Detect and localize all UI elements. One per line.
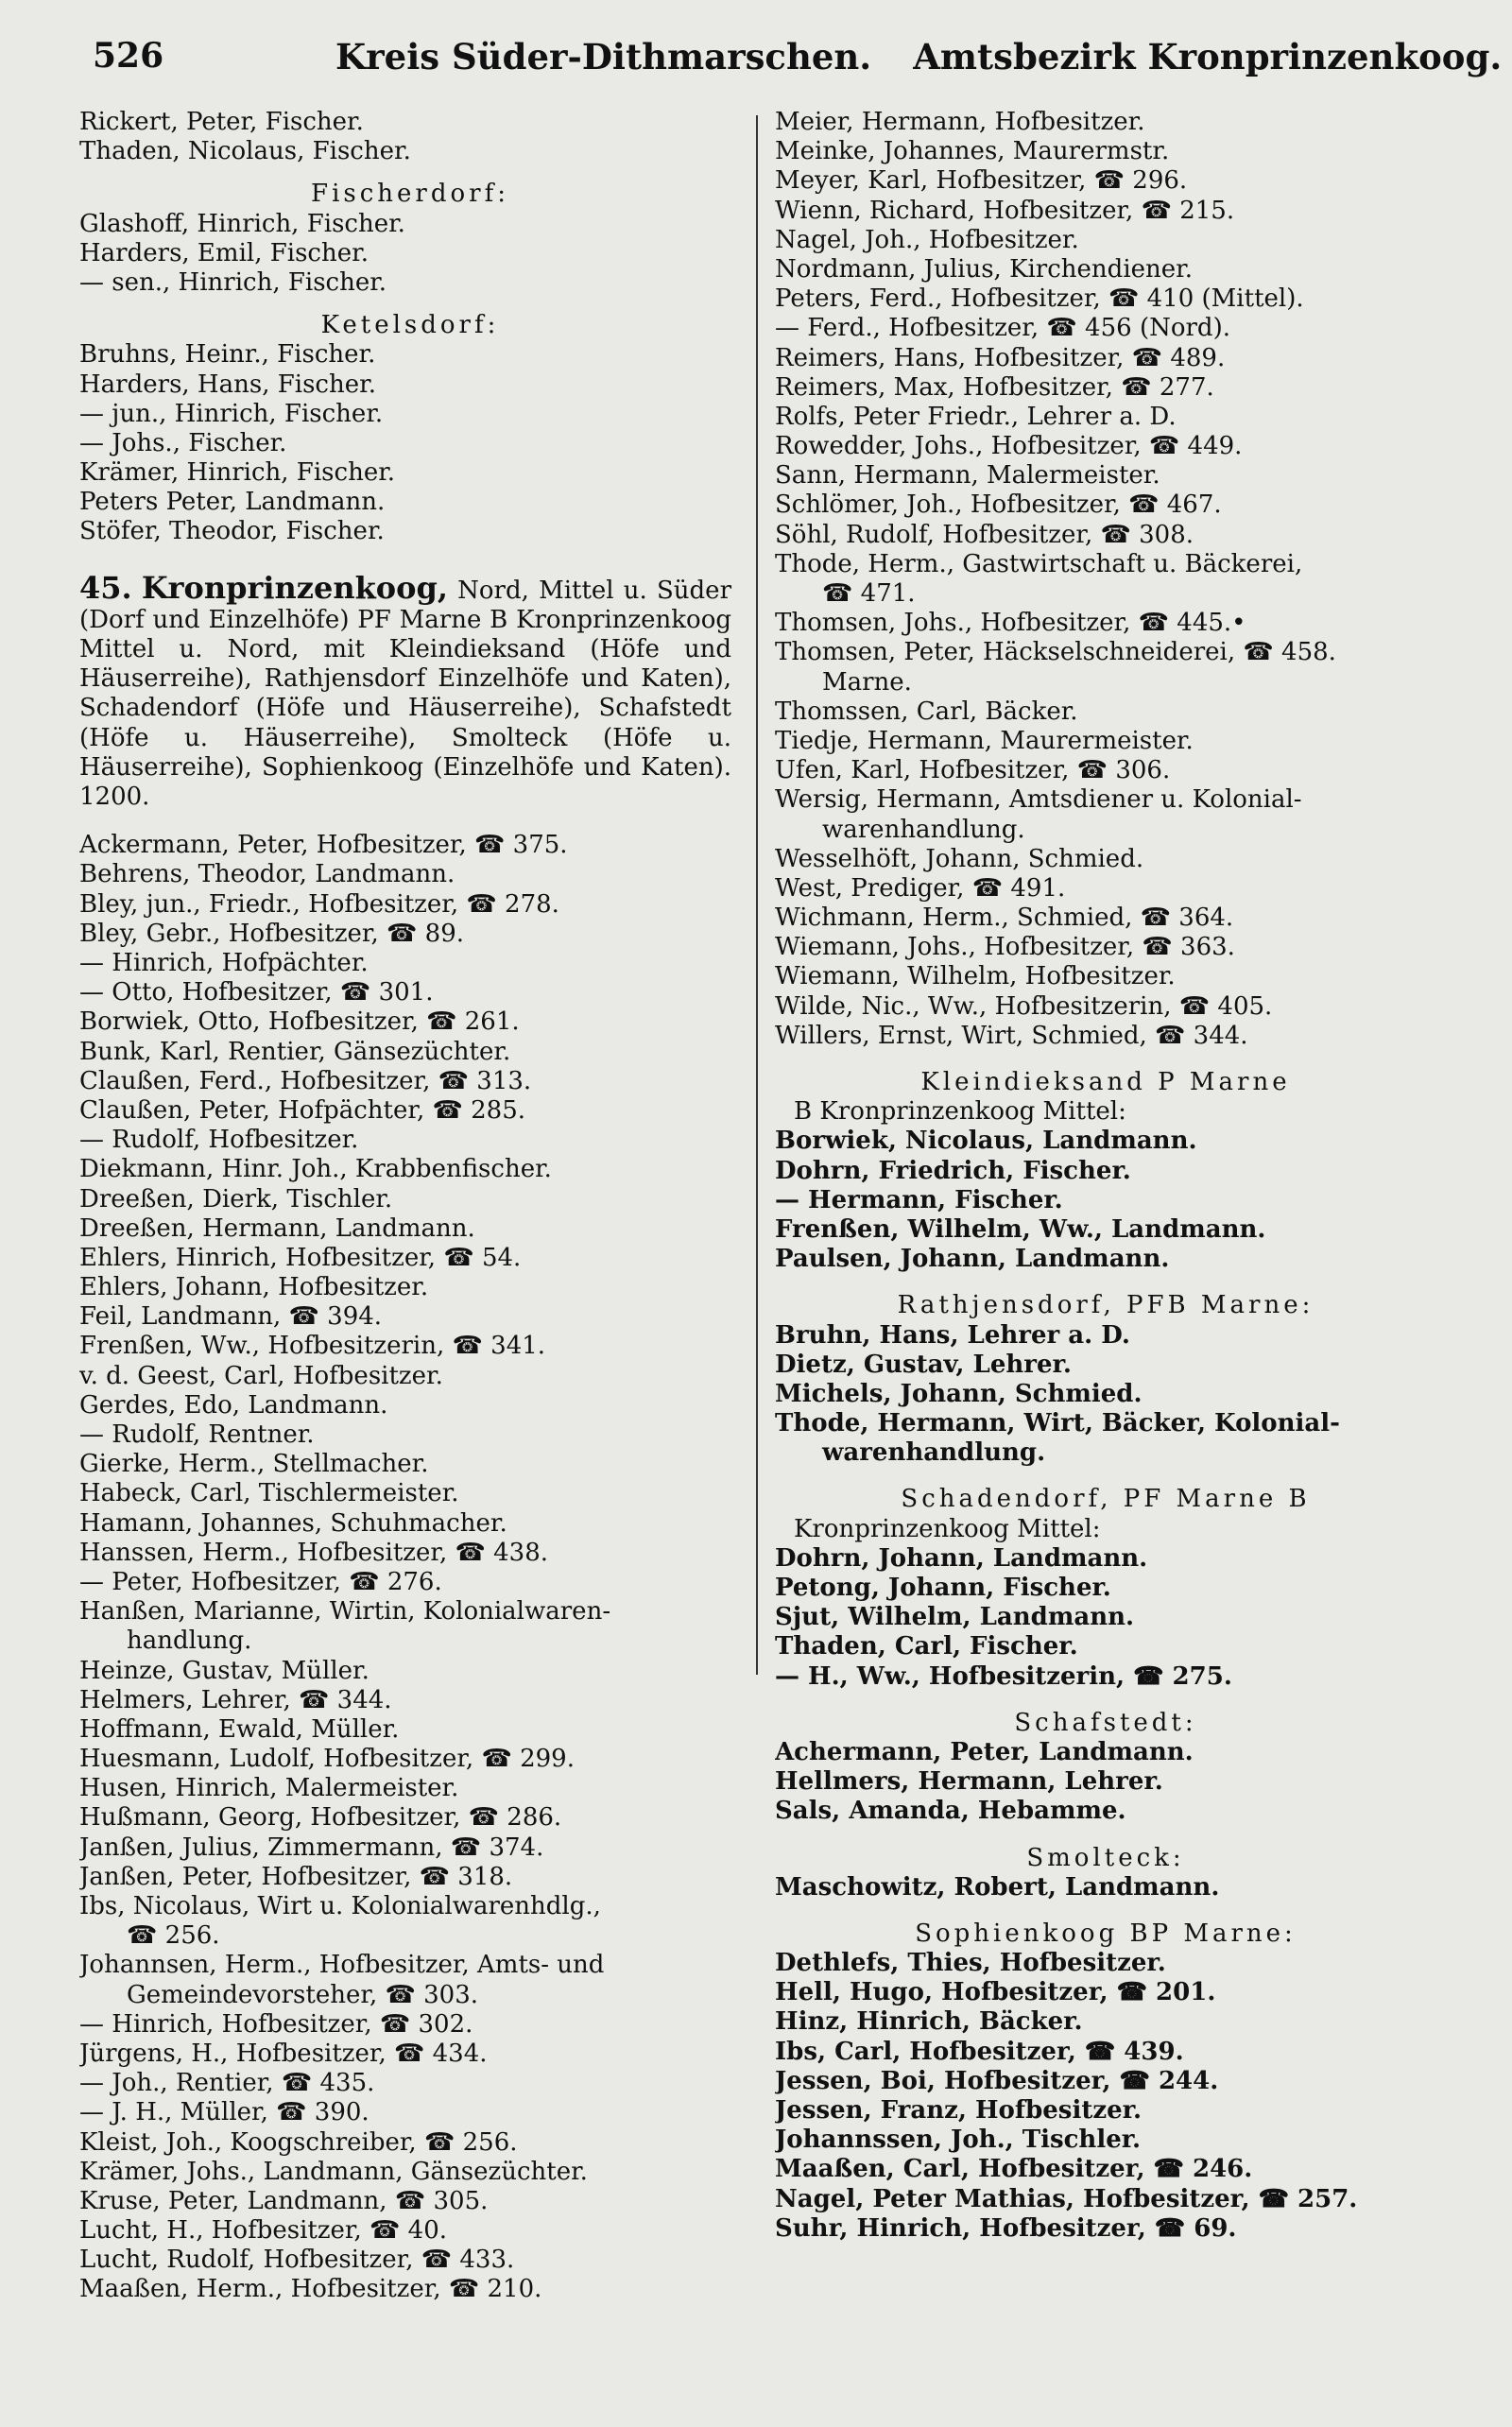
entry: Söhl, Rudolf, Hofbesitzer, ☎ 308. [775,520,1194,549]
entry: — Peter, Hofbesitzer, ☎ 276. [79,1567,442,1596]
entry: Dohrn, Friedrich, Fischer. [775,1156,1131,1185]
entry: Gierke, Herm., Stellmacher. [79,1450,429,1479]
entry: Wichmann, Herm., Schmied, ☎ 364. [775,904,1234,933]
locality-heading: Rathjensdorf, PFB Marne: [897,1291,1314,1320]
entry: Bley, jun., Friedr., Hofbesitzer, ☎ 278. [79,889,559,919]
entry: Janßen, Peter, Hofbesitzer, ☎ 318. [79,1862,513,1891]
entry-continuation: Marne. [822,667,912,697]
running-title [335,36,1502,77]
entry: Reimers, Max, Hofbesitzer, ☎ 277. [775,372,1214,402]
entry: Glashoff, Hinrich, Fischer. [79,209,405,238]
entry: Sjut, Wilhelm, Landmann. [775,1603,1135,1632]
entry: Thaden, Nicolaus, Fischer. [79,137,411,166]
running-title-office: Amtsbezirk Kronprinzenkoog. [913,36,1503,77]
column-divider [756,115,758,1675]
section-number: 45. [79,569,132,606]
entry: — Hermann, Fischer. [775,1185,1063,1214]
entry: Frenßen, Wilhelm, Ww., Landmann. [775,1214,1266,1244]
entry: Helmers, Lehrer, ☎ 344. [79,1685,392,1714]
entry: Wiemann, Johs., Hofbesitzer, ☎ 363. [775,933,1235,962]
entry: Thomsen, Johs., Hofbesitzer, ☎ 445.• [775,609,1246,638]
entry: Sals, Amanda, Hebamme. [775,1797,1126,1826]
entry: Michels, Johann, Schmied. [775,1379,1143,1408]
section-intro [79,569,731,813]
entry: Wiemann, Wilhelm, Hofbesitzer. [775,962,1176,991]
entry: Peters, Ferd., Hofbesitzer, ☎ 410 (Mittel). [775,284,1304,314]
entry: Johannsen, Herm., Hofbesitzer, Amts- und [79,1951,605,1980]
entry-continuation: ☎ 256. [127,1921,220,1951]
entry: Willers, Ernst, Wirt, Schmied, ☎ 344. [775,1021,1248,1050]
entry: — Hinrich, Hofpächter. [79,949,369,977]
entry: Feil, Landmann, ☎ 394. [79,1302,383,1332]
locality-heading: Schafstedt: [1014,1708,1197,1737]
entry: Ufen, Karl, Hofbesitzer, ☎ 306. [775,756,1171,785]
entry-continuation: warenhandlung. [822,815,1025,844]
entry: Rolfs, Peter Friedr., Lehrer a. D. [775,402,1177,431]
entry: Nagel, Joh., Hofbesitzer. [775,225,1079,254]
entry: Ibs, Carl, Hofbesitzer, ☎ 439. [775,2037,1184,2066]
entry: Hanssen, Herm., Hofbesitzer, ☎ 438. [79,1538,549,1567]
entry-continuation: handlung. [127,1627,252,1656]
section-description: Nord, Mittel u. Süder (Dorf und Einzelhöfe) PF Marne B Kronprinzenkoog Mittel u. Nord, mit Kleindieksand (Höfe und Häuserreihe), Rathjensdorf Einzelhöfe und Katen), Schadendorf (Höfe und Häuserreihe), Schafstedt (Höfe u. Häuserreihe), Smolteck (Höfe u. Häuserreihe), Sophienkoog (Einzelhöfe und Katen). 1200. [79,576,731,812]
entry: Nagel, Peter Mathias, Hofbesitzer, ☎ 257. [775,2184,1358,2213]
entry: — J. H., Müller, ☎ 390. [79,2098,369,2127]
entry: Jessen, Franz, Hofbesitzer. [775,2096,1142,2125]
entry: Johannssen, Joh., Tischler. [775,2126,1142,2155]
entry: Behrens, Theodor, Landmann. [79,860,455,889]
entry: Habeck, Carl, Tischlermeister. [79,1479,459,1508]
entry: Wersig, Hermann, Amtsdiener u. Kolonial- [775,785,1302,815]
entry: — H., Ww., Hofbesitzerin, ☎ 275. [775,1661,1232,1691]
entry: Ackermann, Peter, Hofbesitzer, ☎ 375. [79,831,568,860]
entry: Nordmann, Julius, Kirchendiener. [775,254,1193,284]
entry: Janßen, Julius, Zimmermann, ☎ 374. [79,1833,544,1862]
locality-heading: Ketelsdorf: [320,311,500,340]
entry: Peters Peter, Landmann. [79,488,386,517]
entry: Tiedje, Hermann, Maurermeister. [775,726,1194,755]
locality-heading-continuation: B Kronprinzenkoog Mittel: [794,1097,1126,1127]
entry: Bruhns, Heinr., Fischer. [79,340,376,370]
entry: Bley, Gebr., Hofbesitzer, ☎ 89. [79,919,465,948]
entry: — Ferd., Hofbesitzer, ☎ 456 (Nord). [775,314,1230,343]
entry: Paulsen, Johann, Landmann. [775,1245,1170,1274]
entry: v. d. Geest, Carl, Hofbesitzer. [79,1361,443,1390]
entry: Thomssen, Carl, Bäcker. [775,697,1078,726]
entry: Harders, Hans, Fischer. [79,370,376,399]
entry: Krämer, Hinrich, Fischer. [79,458,396,488]
entry: Suhr, Hinrich, Hofbesitzer, ☎ 69. [775,2213,1237,2243]
entry: Hell, Hugo, Hofbesitzer, ☎ 201. [775,1978,1216,2007]
entry: Meyer, Karl, Hofbesitzer, ☎ 296. [775,166,1188,196]
entry: Dreeßen, Dierk, Tischler. [79,1184,393,1214]
entry: Dethlefs, Thies, Hofbesitzer. [775,1949,1166,1978]
entry: Maaßen, Herm., Hofbesitzer, ☎ 210. [79,2275,542,2304]
entry: Borwiek, Nicolaus, Landmann. [775,1127,1197,1156]
entry: Maschowitz, Robert, Landmann. [775,1872,1220,1902]
entry: Claußen, Ferd., Hofbesitzer, ☎ 313. [79,1066,532,1095]
entry: Hußmann, Georg, Hofbesitzer, ☎ 286. [79,1803,562,1833]
entry: Stöfer, Theodor, Fischer. [79,517,385,546]
locality-heading: Fischerdorf: [311,180,509,209]
entry-continuation: Gemeindevorsteher, ☎ 303. [127,1980,479,2009]
entry: Wesselhöft, Johann, Schmied. [775,844,1144,873]
entry: Ehlers, Hinrich, Hofbesitzer, ☎ 54. [79,1243,522,1272]
entry: — jun., Hinrich, Fischer. [79,399,384,428]
entry: — Johs., Fischer. [79,428,287,457]
entry: Wilde, Nic., Ww., Hofbesitzerin, ☎ 405. [775,991,1273,1021]
entry: Jürgens, H., Hofbesitzer, ☎ 434. [79,2039,488,2068]
entry: Wienn, Richard, Hofbesitzer, ☎ 215. [775,196,1235,225]
entry: Meier, Hermann, Hofbesitzer. [775,108,1145,136]
entry: Thomsen, Peter, Häckselschneiderei, ☎ 458. [775,638,1336,667]
entry: Claußen, Peter, Hofpächter, ☎ 285. [79,1095,526,1125]
entry: Reimers, Hans, Hofbesitzer, ☎ 489. [775,343,1226,372]
entry: Dreeßen, Hermann, Landmann. [79,1214,475,1243]
entry: Ibs, Nicolaus, Wirt u. Kolonialwarenhdlg., [79,1892,601,1920]
entry: Husen, Hinrich, Malermeister. [79,1774,459,1803]
left-column [79,108,741,2305]
entry: — Joh., Rentier, ☎ 435. [79,2069,375,2098]
entry: Hoffmann, Ewald, Müller. [79,1714,400,1744]
entry: Dohrn, Johann, Landmann. [775,1543,1148,1573]
entry: Borwiek, Otto, Hofbesitzer, ☎ 261. [79,1007,520,1037]
entry: — Otto, Hofbesitzer, ☎ 301. [79,978,434,1007]
entry: Thode, Hermann, Wirt, Bäcker, Kolonial- [775,1409,1340,1438]
entry: Maaßen, Carl, Hofbesitzer, ☎ 246. [775,2155,1253,2184]
locality-heading-continuation: Kronprinzenkoog Mittel: [794,1514,1101,1543]
entry: Thaden, Carl, Fischer. [775,1632,1078,1661]
entry: Petong, Johann, Fischer. [775,1574,1111,1602]
running-title-district: Kreis Süder-Dithmarschen. [335,36,872,77]
entry: Hamann, Johannes, Schuhmacher. [79,1508,507,1538]
entry: — Rudolf, Hofbesitzer. [79,1126,359,1155]
entry: Bruhn, Hans, Lehrer a. D. [775,1320,1130,1350]
locality-heading: Kleindieksand P Marne [920,1068,1291,1096]
entry: Dietz, Gustav, Lehrer. [775,1350,1072,1379]
entry: West, Prediger, ☎ 491. [775,873,1066,903]
entry: Hinz, Hinrich, Bäcker. [775,2007,1083,2037]
entry: Kleist, Joh., Koogschreiber, ☎ 256. [79,2127,518,2157]
entry: Ehlers, Johann, Hofbesitzer. [79,1273,429,1302]
entry: Kruse, Peter, Landmann, ☎ 305. [79,2186,489,2215]
entry: Lucht, Rudolf, Hofbesitzer, ☎ 433. [79,2246,515,2275]
locality-heading: Schadendorf, PF Marne B [901,1485,1311,1514]
entry: Harders, Emil, Fischer. [79,238,369,267]
entry: Diekmann, Hinr. Joh., Krabbenfischer. [79,1155,552,1184]
entry: — Rudolf, Rentner. [79,1420,315,1449]
entry: Rickert, Peter, Fischer. [79,108,364,136]
locality-heading: Smolteck: [1026,1843,1185,1872]
page-header [0,36,1512,102]
entry: Huesmann, Ludolf, Hofbesitzer, ☎ 299. [79,1745,575,1774]
entry: Hanßen, Marianne, Wirtin, Kolonialwaren- [79,1597,611,1627]
locality-heading: Sophienkoog BP Marne: [915,1919,1297,1948]
page-number: 526 [93,36,164,76]
entry: Krämer, Johs., Landmann, Gänsezüchter. [79,2157,588,2186]
entry-continuation: ☎ 471. [822,579,916,608]
entry: Frenßen, Ww., Hofbesitzerin, ☎ 341. [79,1332,546,1361]
entry: Schlömer, Joh., Hofbesitzer, ☎ 467. [775,491,1222,520]
entry: Bunk, Karl, Rentier, Gänsezüchter. [79,1037,511,1066]
entry: Rowedder, Johs., Hofbesitzer, ☎ 449. [775,432,1243,461]
right-column [775,108,1436,2244]
entry: Thode, Herm., Gastwirtschaft u. Bäckerei, [775,549,1303,578]
entry: Heinze, Gustav, Müller. [79,1656,369,1685]
entry: — sen., Hinrich, Fischer. [79,267,387,297]
entry: Lucht, H., Hofbesitzer, ☎ 40. [79,2216,448,2246]
entry: Jessen, Boi, Hofbesitzer, ☎ 244. [775,2066,1219,2095]
entry: Meinke, Johannes, Maurermstr. [775,137,1170,166]
entry-continuation: warenhandlung. [822,1438,1046,1468]
entry: — Hinrich, Hofbesitzer, ☎ 302. [79,2009,473,2039]
entry: Achermann, Peter, Landmann. [775,1737,1194,1766]
entry: Sann, Hermann, Malermeister. [775,461,1160,491]
entry: Hellmers, Hermann, Lehrer. [775,1767,1163,1797]
section-name: Kronprinzenkoog, [141,569,448,606]
entry: Gerdes, Edo, Landmann. [79,1390,388,1420]
